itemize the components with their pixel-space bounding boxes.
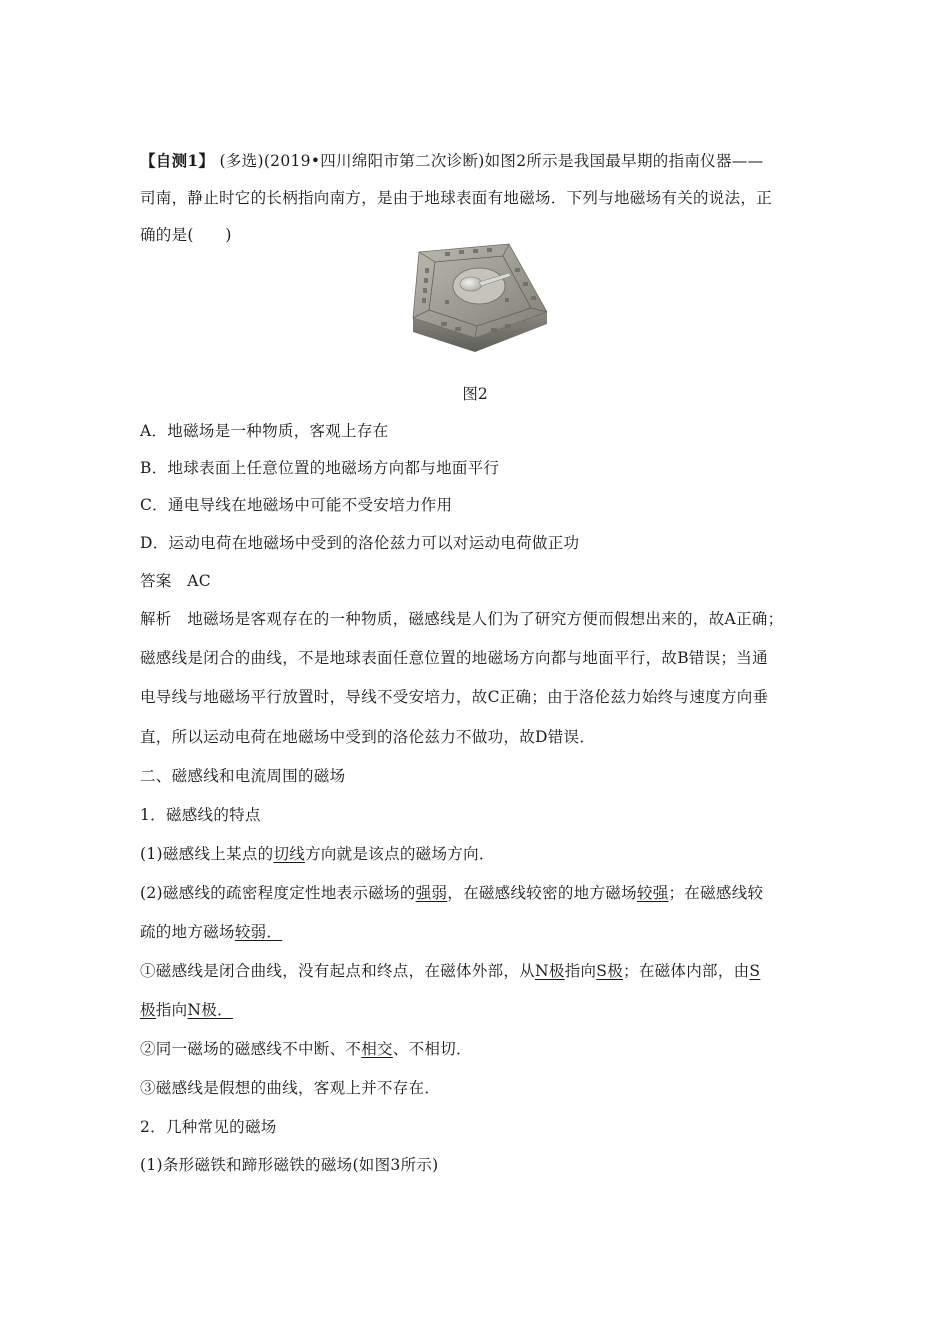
analysis-label: 解析 [140, 610, 172, 628]
analysis-line-4: 直，所以运动电荷在地磁场中受到的洛伦兹力不做功，故D错误． [140, 728, 596, 746]
question-line-3: 确的是( ) [140, 226, 232, 244]
analysis-line-2: 磁感线是闭合的曲线，不是地球表面任意位置的地磁场方向都与地面平行，故B错误；当通 [140, 649, 768, 667]
point-2-keyword-1: 强弱 [415, 884, 448, 902]
point-2-keyword-3: 较弱． [234, 923, 283, 941]
option-a: A．地磁场是一种物质，客观上存在 [140, 422, 389, 440]
point-2-keyword-2: 较强 [636, 884, 669, 902]
answer-value: AC [187, 572, 211, 590]
option-d: D．运动电荷在地磁场中受到的洛伦兹力可以对运动电荷做正功 [140, 534, 580, 552]
answer-line [140, 570, 820, 592]
circle-point-2-keyword: 相交 [361, 1040, 393, 1058]
analysis-text-1: 地磁场是客观存在的一种物质，磁感线是人们为了研究方便而假想出来的，故A正确； [187, 610, 784, 628]
option-c: C．通电导线在地磁场中可能不受安培力作用 [140, 496, 453, 514]
circle-point-1-keyword-3: S [749, 962, 761, 980]
question-tag: 【自测1】 [140, 151, 215, 170]
circle-point-2 [140, 1038, 820, 1060]
point-3: (1)条形磁铁和蹄形磁铁的磁场(如图3所示) [140, 1156, 439, 1174]
circle-point-1-text-c: ；在磁体内部，由 [623, 962, 750, 980]
point-1 [140, 843, 820, 865]
circle-point-1-keyword-5: N极． [187, 1001, 233, 1019]
circle-point-1-keyword-4: 极 [140, 1001, 156, 1019]
circle-point-1-keyword-2: S极 [596, 962, 624, 980]
circle-point-1-text-a: ①磁感线是闭合曲线，没有起点和终点，在磁体外部，从 [140, 962, 536, 980]
point-2-text-d: 疏的地方磁场 [140, 923, 235, 941]
circle-point-1-line-1 [140, 960, 820, 982]
question-line-1 [140, 150, 820, 172]
analysis-line-3: 电导线与地磁场平行放置时，导线不受安培力，故C正确；由于洛伦兹力始终与速度方向垂 [140, 688, 769, 706]
option-b: B．地球表面上任意位置的地磁场方向都与地面平行 [140, 459, 500, 477]
subsection-2-title: 2．几种常见的磁场 [140, 1118, 277, 1136]
point-1-keyword: 切线 [273, 845, 306, 863]
point-2-line-2 [140, 921, 820, 943]
answer-label: 答案 [140, 572, 172, 590]
circle-point-1-text-d: 指向 [155, 1001, 188, 1019]
section-title: 二、磁感线和电流周围的磁场 [140, 767, 346, 785]
circle-point-1-text-b: 指向 [564, 962, 597, 980]
circle-point-1-line-2 [140, 999, 820, 1021]
compass-figure-image [405, 240, 555, 355]
point-1-text-a: (1)磁感线上某点的 [140, 845, 274, 863]
point-2-text-c: ；在磁感线较 [668, 884, 764, 902]
circle-point-2-text-a: ②同一磁场的磁感线不中断、不 [140, 1040, 362, 1058]
circle-point-1-keyword-1: N极 [535, 962, 565, 980]
figure-caption: 图2 [462, 385, 488, 403]
point-2-text-b: ，在磁感线较密的地方磁场 [447, 884, 637, 902]
analysis-line-1 [140, 608, 820, 630]
point-1-text-b: 方向就是该点的磁场方向． [305, 845, 495, 863]
point-2-text-a: (2)磁感线的疏密程度定性地表示磁场的 [140, 884, 416, 902]
circle-point-3: ③磁感线是假想的曲线，客观上并不存在． [140, 1079, 441, 1097]
question-line-2: 司南，静止时它的长柄指向南方，是由于地球表面有地磁场．下列与地磁场有关的说法，正 [140, 189, 773, 207]
point-2-line-1 [140, 882, 820, 904]
subsection-1-title: 1．磁感线的特点 [140, 806, 261, 824]
circle-point-2-text-b: 、不相切． [392, 1040, 472, 1058]
question-stem-1: (多选)(2019•四川绵阳市第二次诊断)如图2所示是我国最早期的指南仪器—— [219, 152, 764, 170]
